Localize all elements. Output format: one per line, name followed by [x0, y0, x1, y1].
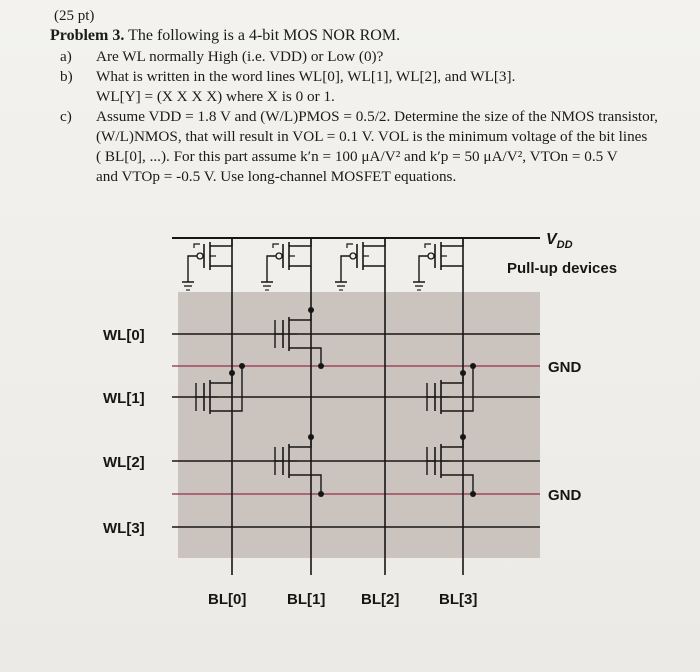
pmos-arrow-mark	[425, 244, 431, 248]
pmos-gate-lead	[341, 256, 350, 282]
question-b-line-1: What is written in the word lines WL[0], WL[1], WL[2], and WL[3].	[96, 68, 516, 85]
word-line-label-2: WL[2]	[103, 454, 145, 471]
question-c-line-1: Assume VDD = 1.8 V and (W/L)PMOS = 0.5/2. Determine the size of the NMOS transistor,	[96, 108, 658, 125]
nmos-drain-dot	[460, 370, 466, 376]
pmos-gate-lead	[419, 256, 428, 282]
nmos-drain-dot	[229, 370, 235, 376]
question-c-line-4: and VTOp = -0.5 V. Use long-channel MOSFET equations.	[96, 168, 457, 185]
pullup-devices-label: Pull-up devices	[507, 260, 618, 277]
nmos-ground-dot	[470, 363, 476, 369]
gnd-label-1: GND	[548, 487, 582, 504]
pmos-gate-lead	[267, 256, 276, 282]
nmos-drain-dot	[308, 307, 314, 313]
question-a-text: Are WL normally High (i.e. VDD) or Low (0)?	[96, 48, 384, 65]
pmos-gate-lead	[188, 256, 197, 282]
word-line-label-3: WL[3]	[103, 520, 145, 537]
word-line-label-1: WL[1]	[103, 390, 145, 407]
question-c-line-2: (W/L)NMOS, that will result in VOL = 0.1 V. VOL is the minimum voltage of the bit lines	[96, 128, 648, 145]
pmos-source	[289, 238, 311, 246]
vdd-subscript: DD	[556, 239, 573, 251]
pmos-arrow-mark	[347, 244, 353, 248]
nmos-ground-dot	[318, 363, 324, 369]
nmos-drain-dot	[460, 434, 466, 440]
bit-line-label-1: BL[1]	[287, 591, 326, 608]
pmos-source	[210, 238, 232, 246]
nmos-ground-dot	[470, 491, 476, 497]
question-b-label: b)	[60, 68, 73, 85]
vdd-label: $V_{DD}$	[546, 231, 573, 251]
pmos-bubble	[276, 253, 282, 259]
question-b-line-2: WL[Y] = (X X X X) where X is 0 or 1.	[96, 88, 335, 105]
gnd-label-0: GND	[548, 359, 582, 376]
pmos-bubble	[350, 253, 356, 259]
nmos-ground-dot	[239, 363, 245, 369]
pmos-arrow-mark	[273, 244, 279, 248]
pullup-pmos-0	[182, 238, 232, 290]
pullup-pmos-2	[335, 238, 385, 290]
problem-label: Problem 3.	[50, 27, 125, 44]
bit-line-label-3: BL[3]	[439, 591, 478, 608]
pmos-source	[363, 238, 385, 246]
word-line-label-0: WL[0]	[103, 327, 145, 344]
question-a-label: a)	[60, 48, 72, 65]
problem-text: The following is a 4-bit MOS NOR ROM.	[124, 27, 401, 44]
nmos-ground-dot	[318, 491, 324, 497]
nmos-drain-dot	[308, 434, 314, 440]
question-c-label: c)	[60, 108, 72, 125]
pullup-pmos-1	[261, 238, 311, 290]
pmos-bubble	[428, 253, 434, 259]
pmos-arrow-mark	[194, 244, 200, 248]
bit-line-label-0: BL[0]	[208, 591, 247, 608]
bit-line-label-2: BL[2]	[361, 591, 400, 608]
question-c-line-3: ( BL[0], ...). For this part assume k′n = 100 μA/V² and k′p = 50 μA/V², VTOn = 0.5 V	[96, 148, 618, 165]
points-label: (25 pt)	[54, 8, 95, 24]
pmos-source	[441, 238, 463, 246]
pullup-pmos-3	[413, 238, 463, 290]
pmos-bubble	[197, 253, 203, 259]
